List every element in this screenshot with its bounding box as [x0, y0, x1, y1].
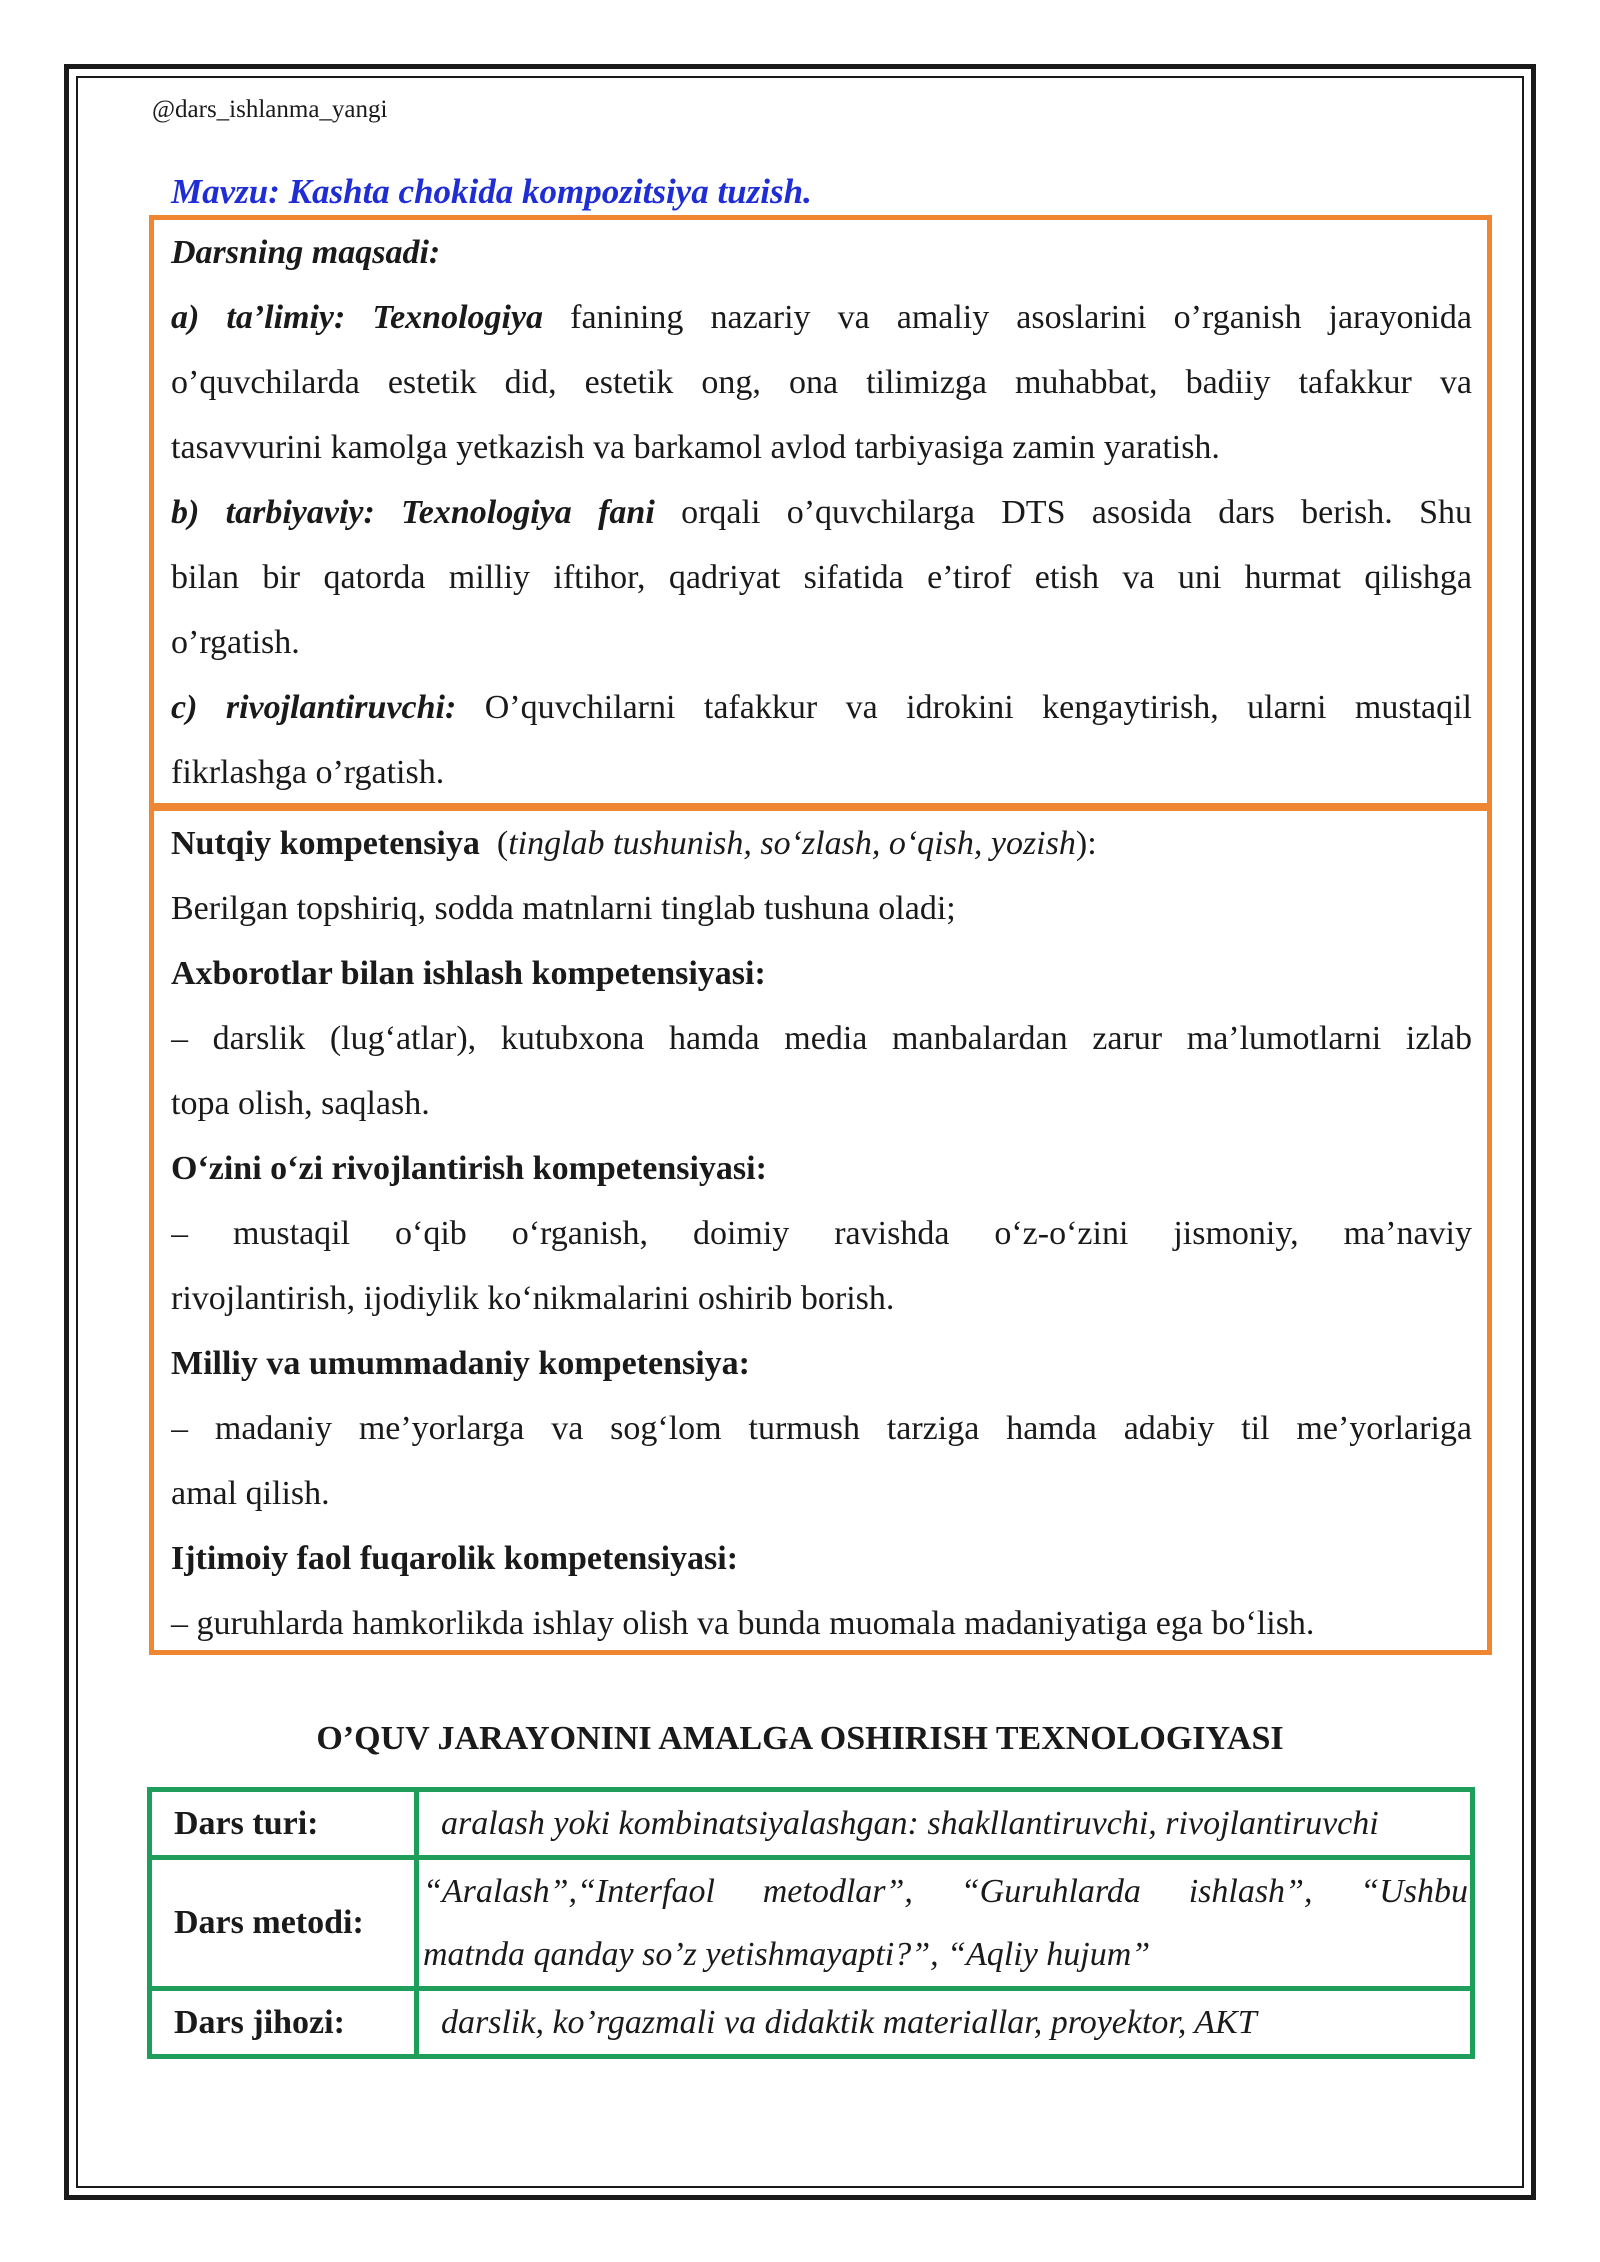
civic-line1: – guruhlarda hamkorlikda ishlay olish va bunda muomala madaniyatiga ega bo‘lish. — [171, 1605, 1315, 1642]
goal-b-label: b) tarbiyaviy: — [171, 494, 375, 531]
channel-handle: @dars_ishlanma_yangi — [152, 96, 388, 123]
lesson-equipment-value: darslik, ko’rgazmali va didaktik materiallar, proyektor, AKT — [441, 2004, 1257, 2041]
row-value — [417, 1989, 1473, 2057]
self-line1: – mustaqil o‘qib o‘rganish, doimiy ravishda o‘z-o‘zini jismoniy, ma’naviy — [171, 1215, 1472, 1252]
lesson-method-line1: “Aralash”,“Interfaol metodlar”, “Guruhlarda ishlash”, “Ushbu — [423, 1873, 1468, 1910]
technology-section-title: O’QUV JARAYONINI AMALGA OSHIRISH TEXNOLOGIYASI — [316, 1720, 1284, 1757]
goal-a-line3: tasavvurini kamolga yetkazish va barkamol avlod tarbiyasiga zamin yaratish. — [171, 429, 1220, 466]
speech-text: Berilgan topshiriq, sodda matnlarni tinglab tushuna oladi; — [171, 890, 956, 927]
goal-a-label: a) ta’limiy: — [171, 299, 346, 336]
goal-c-line2: fikrlashga o’rgatish. — [171, 754, 445, 791]
row-value — [417, 1790, 1473, 1858]
technology-table — [147, 1787, 1475, 2059]
self-line2: rivojlantirish, ijodiylik ko‘nikmalarini oshirib borish. — [171, 1280, 895, 1317]
speech-paren-close: ): — [1075, 825, 1097, 862]
goal-c-label: c) rivojlantiruvchi: — [171, 689, 457, 726]
row-label: Dars metodi: — [150, 1858, 417, 1989]
national-line1: – madaniy me’yorlarga va sog‘lom turmush tarziga hamda adabiy til me’yorlariga — [171, 1410, 1472, 1447]
goal-c-line1 — [171, 675, 1472, 740]
info-line2: topa olish, saqlash. — [171, 1085, 430, 1122]
table-row — [150, 1989, 1473, 2057]
goal-b-line3: o’rgatish. — [171, 624, 300, 661]
table-row — [150, 1858, 1473, 1989]
national-competency-title: Milliy va umummadaniy kompetensiya: — [171, 1345, 750, 1382]
info-competency-title: Axborotlar bilan ishlash kompetensiyasi: — [171, 955, 766, 992]
goal-a-line2: o’quvchilarda estetik did, estetik ong, ona tilimizga muhabbat, badiiy tafakkur va — [171, 364, 1472, 401]
civic-competency-title: Ijtimoiy faol fuqarolik kompetensiyasi: — [171, 1540, 739, 1577]
speech-paren-open: ( — [496, 825, 509, 862]
goal-b-line2: bilan bir qatorda milliy iftihor, qadriyat sifatida e’tirof etish va uni hurmat qilishga — [171, 559, 1472, 596]
goal-a-subject: Texnologiya — [372, 299, 544, 336]
lesson-type-value: aralash yoki kombinatsiyalashgan: shakllantiruvchi, rivojlantiruvchi — [441, 1805, 1379, 1842]
goal-a-text1: fanining nazariy va amaliy asoslarini o’rganish jarayonida — [570, 299, 1472, 336]
goal-b-line1 — [171, 480, 1472, 545]
competencies-box — [149, 806, 1492, 1655]
info-line1: – darslik (lug‘atlar), kutubxona hamda media manbalardan zarur ma’lumotlarni izlab — [171, 1020, 1472, 1057]
lesson-method-line2: matnda qanday so’z yetishmayapti?”, “Aqliy hujum” — [423, 1936, 1151, 1973]
speech-competency-title — [171, 811, 1472, 876]
lesson-topic: Mavzu: Kashta chokida kompozitsiya tuzish. — [171, 172, 812, 211]
speech-title: Nutqiy kompetensiya — [171, 825, 480, 862]
national-line2: amal qilish. — [171, 1475, 330, 1512]
row-value — [417, 1858, 1473, 1989]
self-competency-title: O‘zini o‘zi rivojlantirish kompetensiyasi: — [171, 1150, 767, 1187]
goal-c-text1: O’quvchilarni tafakkur va idrokini kengaytirish, ularni mustaqil — [484, 689, 1472, 726]
goal-b-subject: Texnologiya fani — [401, 494, 655, 531]
goal-a-line1 — [171, 285, 1472, 350]
speech-skills: tinglab tushunish, so‘zlash, o‘qish, yozish — [508, 825, 1076, 862]
row-label: Dars jihozi: — [150, 1989, 417, 2057]
table-row — [150, 1790, 1473, 1858]
goals-box — [149, 215, 1492, 808]
goal-b-text1: orqali o’quvchilarga DTS asosida dars berish. Shu — [681, 494, 1472, 531]
goals-heading: Darsning maqsadi: — [171, 234, 441, 271]
row-label: Dars turi: — [150, 1790, 417, 1858]
